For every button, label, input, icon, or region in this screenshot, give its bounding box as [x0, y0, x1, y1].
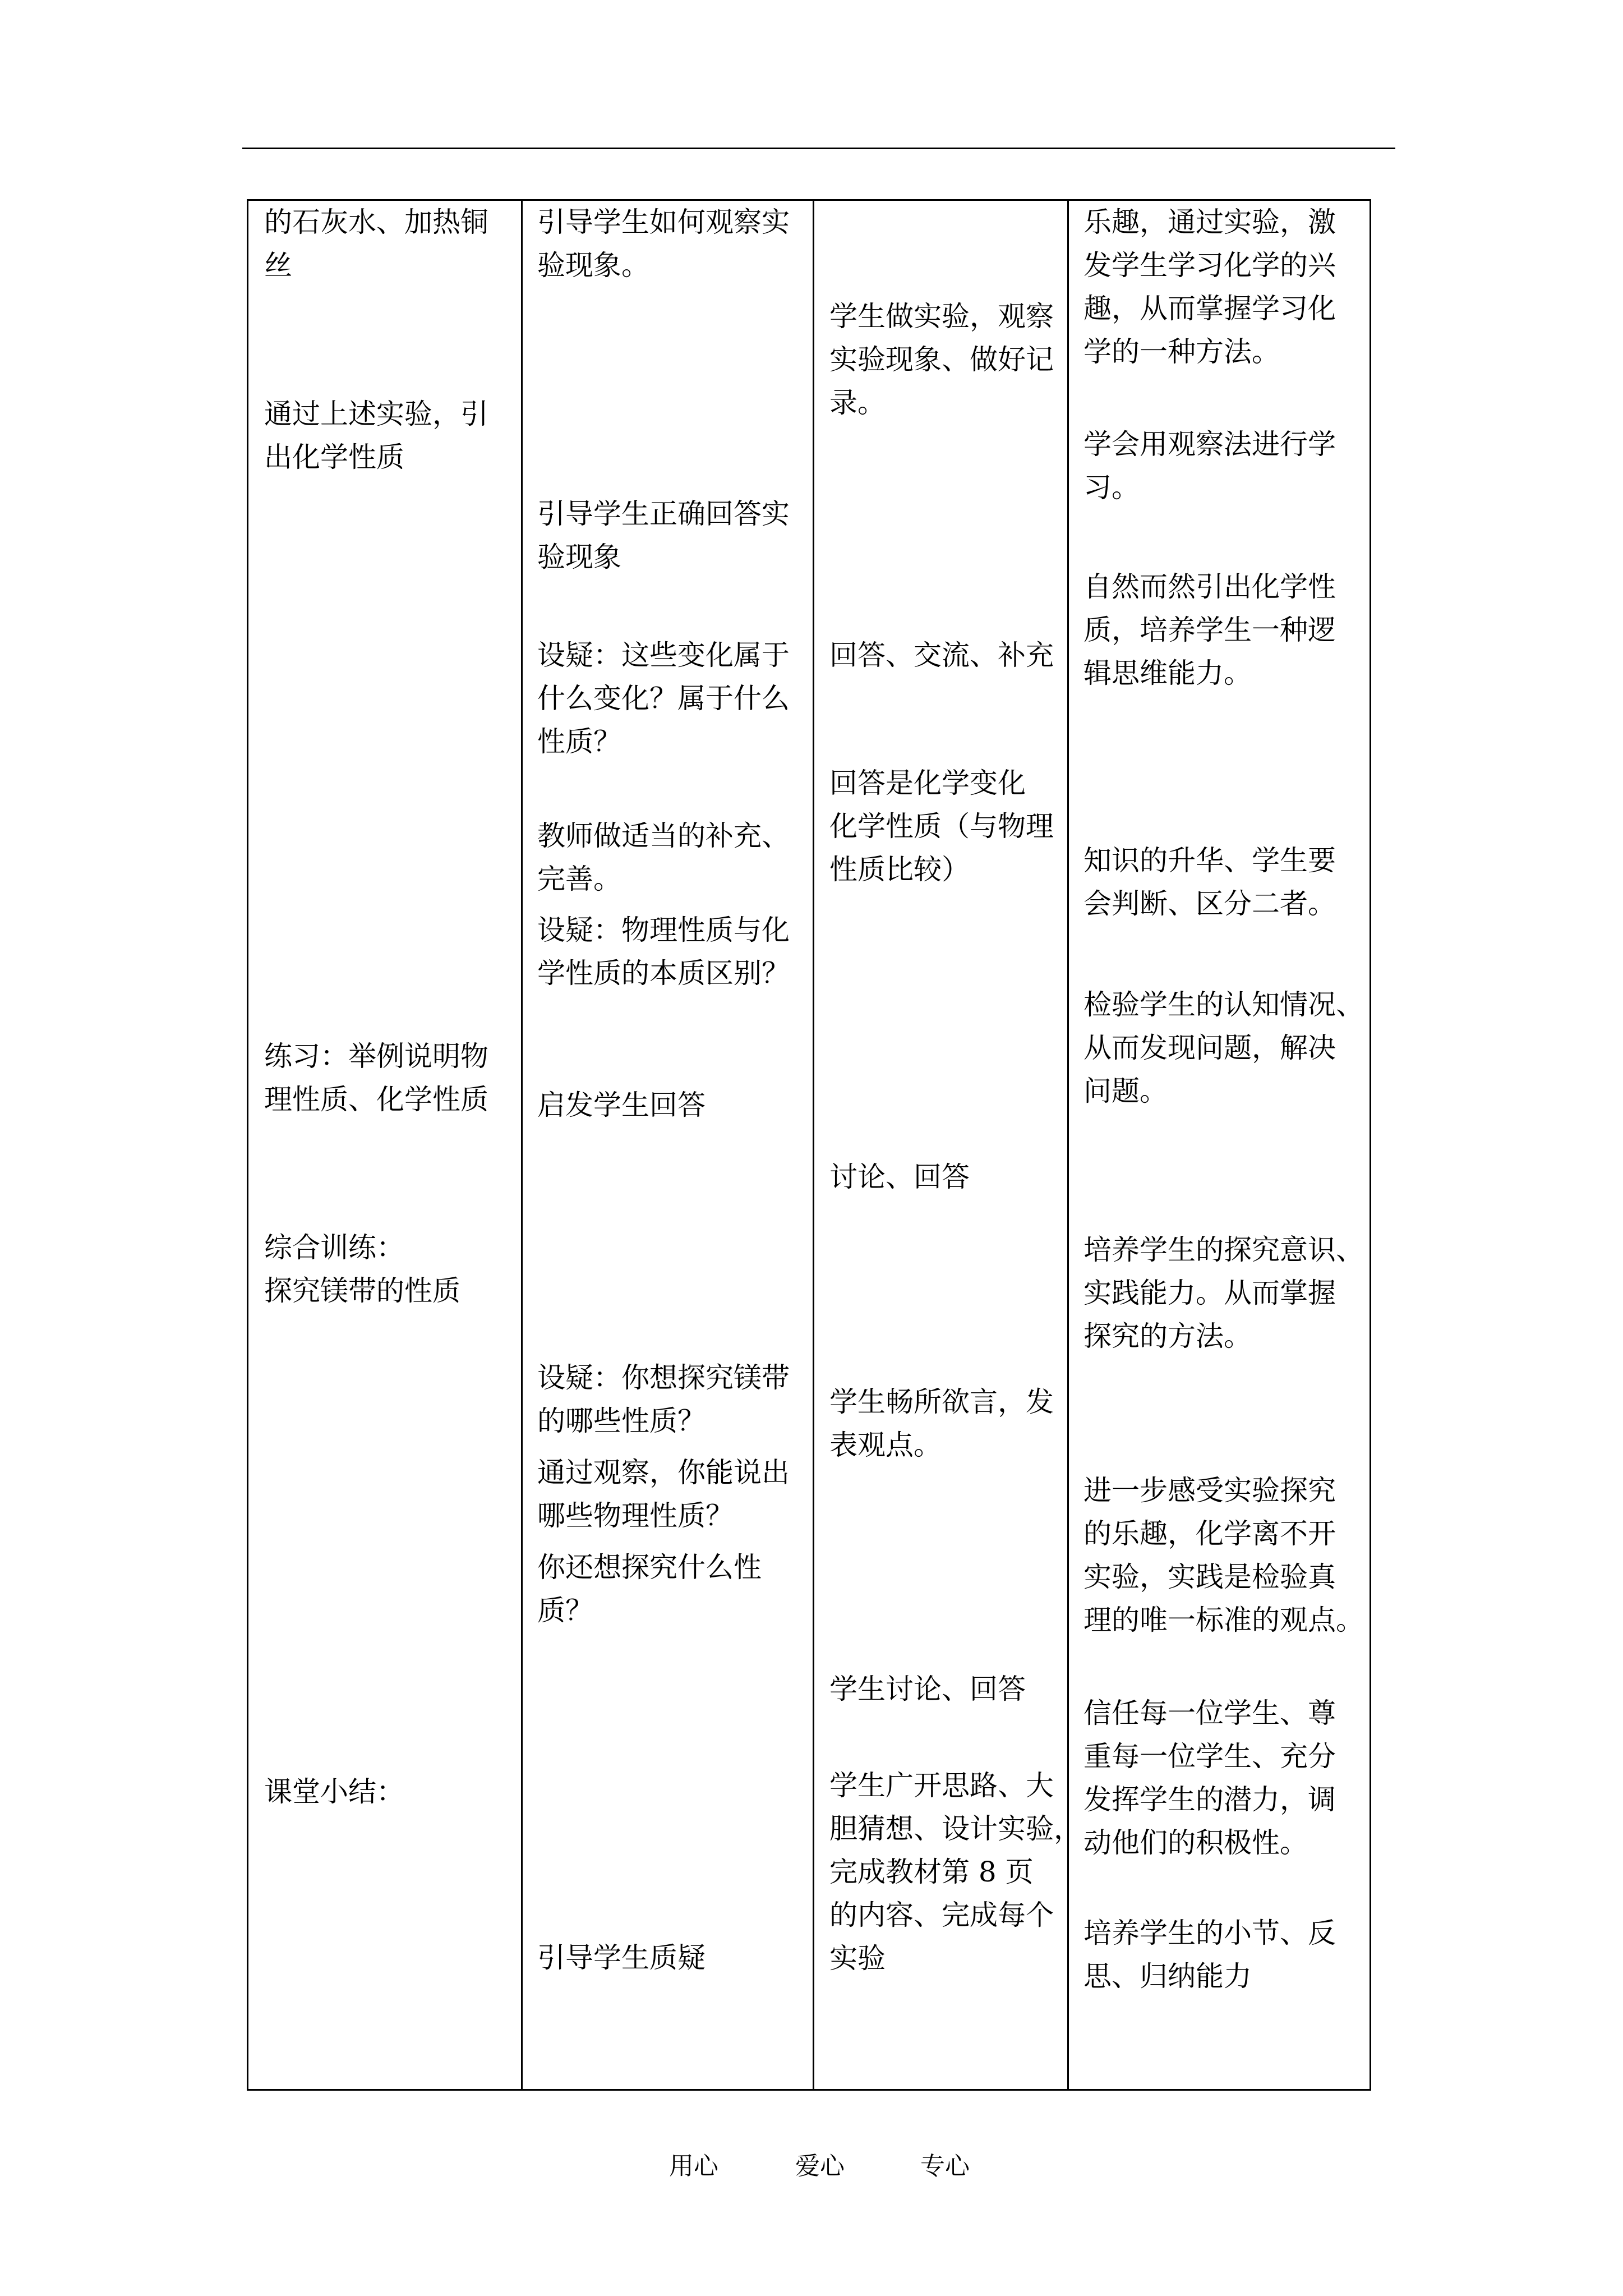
- text-line: 辑思维能力。: [1083, 657, 1252, 689]
- text-line: 质，培养学生一种逻: [1083, 614, 1336, 646]
- student-paragraph: [829, 1156, 970, 1199]
- teacher-paragraph: [537, 1451, 790, 1538]
- text-line: 自然而然引出化学性: [1083, 570, 1336, 603]
- text-line: 回答是化学变化: [829, 767, 1026, 799]
- student-paragraph: [829, 1668, 1026, 1711]
- intent-paragraph: [1083, 423, 1336, 509]
- footer-item: 用心: [669, 2152, 718, 2180]
- text-line: 出化学性质: [264, 441, 404, 473]
- text-line: 设疑：你想探究镁带: [537, 1361, 790, 1394]
- content-paragraph: [264, 393, 488, 479]
- student-paragraph: [829, 634, 1054, 677]
- student-paragraph: [829, 762, 1054, 891]
- text-line: 设疑：物理性质与化: [537, 914, 790, 946]
- text-line: 的石灰水、加热铜: [264, 206, 488, 238]
- text-line: 表观点。: [829, 1429, 942, 1461]
- teacher-paragraph: [537, 1936, 706, 1980]
- teacher-paragraph: [537, 201, 790, 287]
- text-line: 引导学生如何观察实: [537, 206, 790, 238]
- text-line: 乐趣，通过实验，激: [1083, 206, 1336, 238]
- intent-paragraph: [1083, 1912, 1336, 1998]
- text-line: 验现象。: [537, 249, 649, 282]
- text-line: 进一步感受实验探究: [1083, 1474, 1336, 1507]
- footer-item: 专心: [920, 2152, 970, 2180]
- text-line: 学生做实验，观察: [829, 300, 1054, 333]
- text-line: 探究镁带的性质: [264, 1274, 460, 1307]
- text-line: 胆猜想、设计实验，: [829, 1812, 1082, 1845]
- text-line: 录。: [829, 386, 886, 419]
- text-line: 动他们的积极性。: [1083, 1826, 1308, 1859]
- text-line: 会判断、区分二者。: [1083, 887, 1336, 920]
- text-line: 发学生学习化学的兴: [1083, 249, 1336, 282]
- teacher-paragraph: [537, 634, 790, 763]
- text-line: 性质？: [537, 725, 621, 758]
- text-line: 完成教材第 8 页: [829, 1856, 1034, 1888]
- text-line: 学会用观察法进行学: [1083, 428, 1336, 461]
- text-line: 综合训练：: [264, 1231, 404, 1264]
- text-line: 探究的方法。: [1083, 1320, 1252, 1352]
- content-paragraph: [264, 1770, 404, 1814]
- text-line: 引导学生正确回答实: [537, 498, 790, 530]
- text-line: 通过上述实验，引: [264, 398, 488, 430]
- text-line: 设疑：这些变化属于: [537, 639, 790, 671]
- text-line: 信任每一位学生、尊: [1083, 1697, 1336, 1729]
- text-line: 学生畅所欲言，发: [829, 1386, 1054, 1418]
- text-line: 学的一种方法。: [1083, 335, 1280, 368]
- teacher-paragraph: [537, 1546, 762, 1632]
- text-line: 知识的升华、学生要: [1083, 844, 1336, 877]
- intent-paragraph: [1083, 201, 1336, 374]
- text-line: 问题。: [1083, 1075, 1168, 1107]
- text-line: 性质比较）: [829, 853, 970, 886]
- text-line: 培养学生的探究意识、: [1083, 1234, 1364, 1266]
- text-line: 课堂小结：: [264, 1775, 404, 1808]
- text-line: 讨论、回答: [829, 1161, 970, 1193]
- text-line: 实验: [829, 1942, 886, 1975]
- text-line: 学生讨论、回答: [829, 1673, 1026, 1705]
- teacher-paragraph: [537, 1084, 706, 1127]
- header-rule: [242, 148, 1395, 149]
- text-line: 化学性质（与物理: [829, 810, 1054, 843]
- text-line: 完善。: [537, 863, 621, 895]
- text-line: 习。: [1083, 471, 1140, 504]
- content-paragraph: [264, 1035, 488, 1121]
- text-line: 检验学生的认知情况、: [1083, 988, 1364, 1021]
- text-line: 实验，实践是检验真: [1083, 1561, 1336, 1593]
- text-line: 学生广开思路、大: [829, 1769, 1054, 1802]
- text-line: 学性质的本质区别？: [537, 957, 790, 990]
- text-line: 练习：举例说明物: [264, 1040, 488, 1073]
- text-line: 实践能力。从而掌握: [1083, 1277, 1336, 1309]
- intent-paragraph: [1083, 1228, 1364, 1358]
- text-line: 丝: [264, 249, 292, 282]
- intent-paragraph: [1083, 565, 1336, 695]
- column-divider: [521, 201, 523, 2089]
- intent-paragraph: [1083, 983, 1364, 1113]
- text-line: 什么变化？属于什么: [537, 682, 790, 715]
- text-line: 回答、交流、补充: [829, 639, 1054, 671]
- text-line: 的乐趣，化学离不开: [1083, 1517, 1336, 1550]
- text-line: 从而发现问题，解决: [1083, 1032, 1336, 1064]
- footer-item: 爱心: [795, 2152, 845, 2180]
- text-line: 培养学生的小节、反: [1083, 1917, 1336, 1949]
- lesson-plan-table: [247, 199, 1371, 2091]
- teacher-paragraph: [537, 1356, 790, 1443]
- intent-paragraph: [1083, 1469, 1364, 1642]
- text-line: 哪些物理性质？: [537, 1499, 734, 1532]
- text-line: 理性质、化学性质: [264, 1083, 488, 1116]
- teacher-paragraph: [537, 493, 790, 579]
- intent-paragraph: [1083, 1692, 1336, 1865]
- text-line: 通过观察，你能说出: [537, 1456, 790, 1489]
- content-paragraph: [264, 1226, 460, 1313]
- teacher-paragraph: [537, 815, 790, 901]
- content-paragraph: [264, 201, 488, 287]
- text-line: 思、归纳能力: [1083, 1960, 1252, 1993]
- text-line: 验现象: [537, 541, 621, 573]
- text-line: 理的唯一标准的观点。: [1083, 1604, 1364, 1636]
- text-line: 你还想探究什么性: [537, 1551, 762, 1584]
- text-line: 发挥学生的潜力，调: [1083, 1783, 1336, 1816]
- student-paragraph: [829, 295, 1054, 425]
- text-line: 的内容、完成每个: [829, 1899, 1054, 1931]
- column-divider: [813, 201, 814, 2089]
- text-line: 质？: [537, 1594, 593, 1627]
- student-paragraph: [829, 1381, 1054, 1467]
- text-line: 启发学生回答: [537, 1089, 706, 1121]
- student-paragraph: [829, 1764, 1082, 1980]
- text-line: 教师做适当的补充、: [537, 820, 790, 852]
- text-line: 引导学生质疑: [537, 1941, 706, 1974]
- text-line: 趣，从而掌握学习化: [1083, 292, 1336, 325]
- text-line: 重每一位学生、充分: [1083, 1740, 1336, 1773]
- teacher-paragraph: [537, 909, 790, 995]
- text-line: 实验现象、做好记: [829, 343, 1054, 376]
- text-line: 的哪些性质？: [537, 1405, 706, 1437]
- intent-paragraph: [1083, 839, 1336, 926]
